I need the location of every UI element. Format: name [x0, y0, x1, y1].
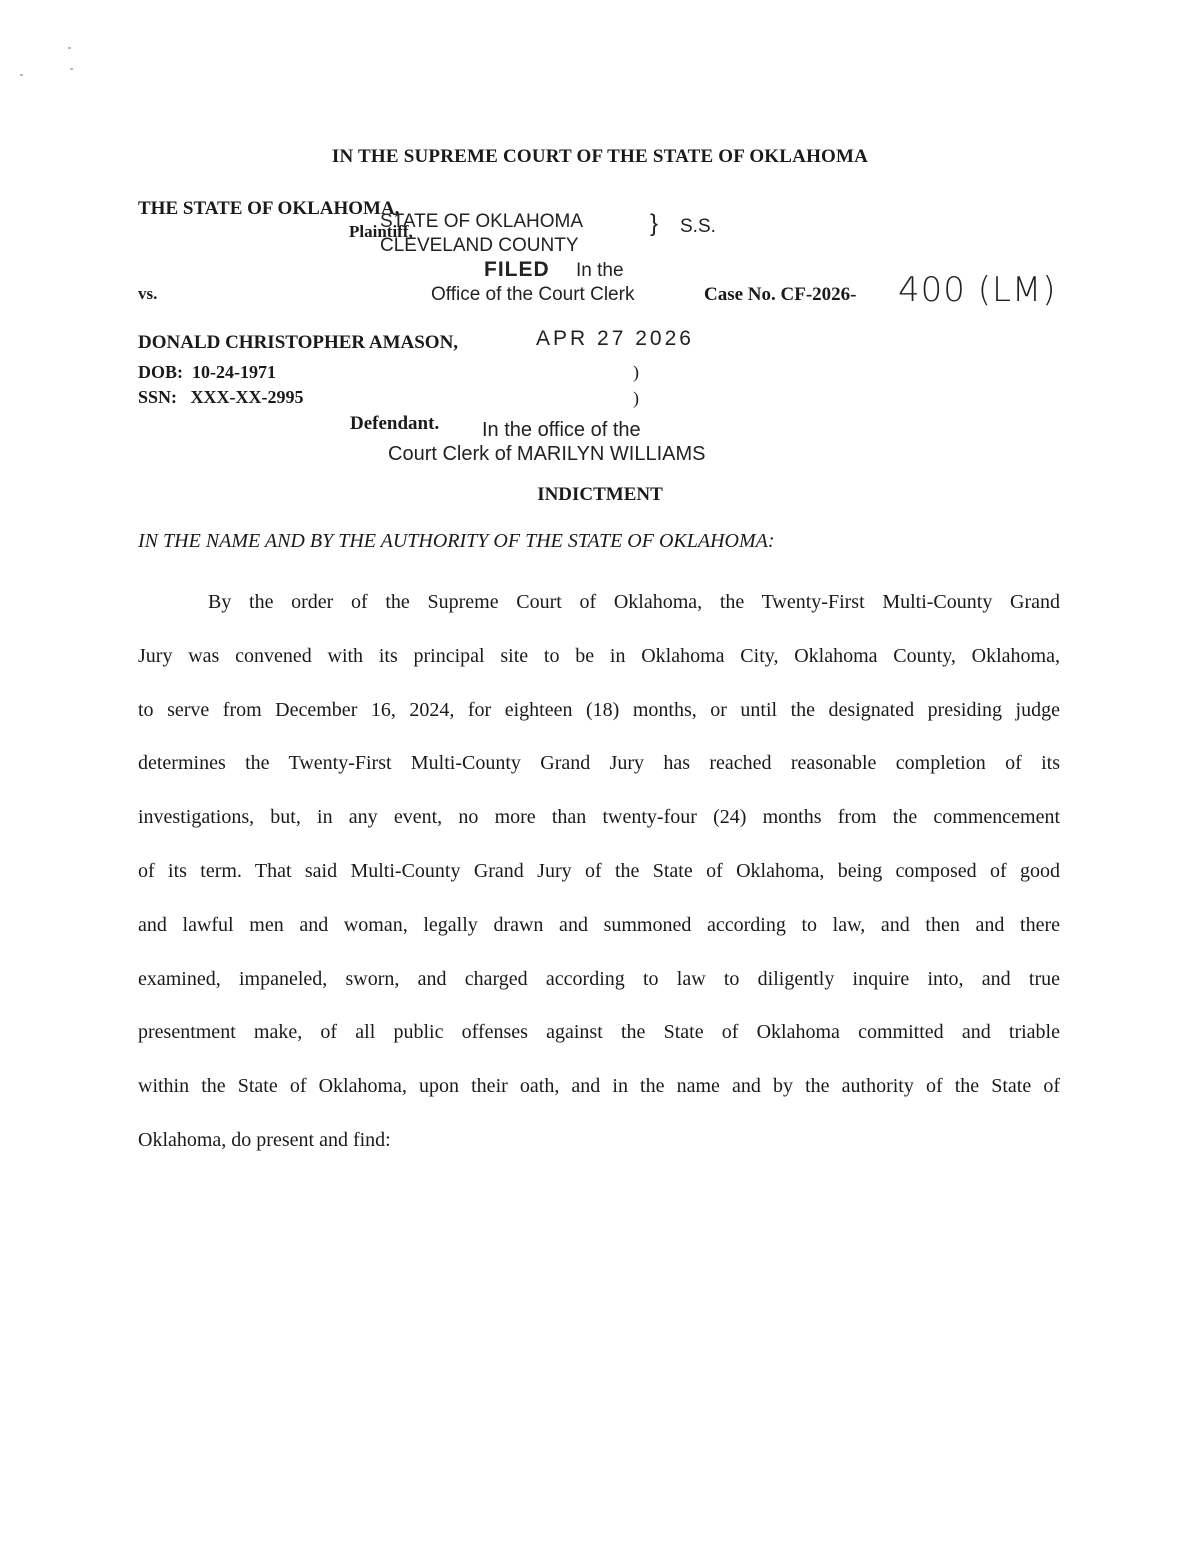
body-line: to serve from December 16, 2024, for eighteen (18) months, or until the designated presiding judge: [138, 698, 1060, 721]
dob-label: DOB:: [138, 362, 183, 382]
filed-stamp-office: Office of the Court Clerk: [431, 284, 635, 305]
plaintiff-name: THE STATE OF OKLAHOMA,: [138, 198, 400, 219]
authority-line: IN THE NAME AND BY THE AUTHORITY OF THE STATE OF OKLAHOMA:: [138, 530, 775, 552]
defendant-name: DONALD CHRISTOPHER AMASON,: [138, 332, 459, 353]
body-line: Oklahoma, do present and find:: [138, 1128, 391, 1151]
body-line: within the State of Oklahoma, upon their oath, and in the name and by the authority of the State of: [138, 1075, 1060, 1098]
filed-stamp-ss: S.S.: [680, 216, 716, 237]
body-line: By the order of the Supreme Court of Oklahoma, the Twenty-First Multi-County Grand: [208, 591, 1060, 613]
ssn-value: XXX-XX-2995: [190, 387, 304, 407]
case-number-label: Case No. CF-2026-: [704, 284, 857, 305]
caption-paren: ): [633, 362, 639, 382]
filed-stamp-clerk: Court Clerk of MARILYN WILLIAMS: [388, 443, 706, 465]
filed-stamp-filed: FILED: [484, 258, 550, 281]
body-line: presentment make, of all public offenses against the State of Oklahoma committed and triable: [138, 1021, 1060, 1044]
case-number-handwritten: 400 (LM): [898, 270, 1057, 310]
plaintiff-role: Plaintiff,: [349, 222, 413, 241]
body-line: determines the Twenty-First Multi-County Grand Jury has reached reasonable completion of its: [138, 752, 1060, 775]
filed-stamp-county: CLEVELAND COUNTY: [380, 235, 579, 256]
caption-paren: ): [633, 388, 639, 408]
defendant-dob: [138, 362, 276, 383]
body-line: investigations, but, in any event, no more than twenty-four (24) months from the commencement: [138, 806, 1060, 829]
filed-stamp-office-2: In the office of the: [482, 419, 641, 441]
court-title: IN THE SUPREME COURT OF THE STATE OF OKLAHOMA: [331, 146, 869, 167]
scan-mark: [68, 47, 71, 49]
body-line: of its term. That said Multi-County Grand Jury of the State of Oklahoma, being composed of good: [138, 859, 1060, 882]
body-paragraph: [138, 576, 1060, 1168]
body-line: and lawful men and woman, legally drawn and summoned according to law, and then and there: [138, 913, 1060, 936]
defendant-ssn: [138, 387, 304, 408]
scan-mark: [70, 68, 73, 70]
body-line: examined, impaneled, sworn, and charged according to law to diligently inquire into, and true: [138, 967, 1060, 990]
document-heading: INDICTMENT: [537, 484, 663, 505]
scan-mark: [20, 74, 23, 76]
filed-stamp-state: STATE OF OKLAHOMA: [380, 211, 584, 232]
dob-value: 10-24-1971: [192, 362, 276, 382]
versus-label: vs.: [138, 284, 158, 303]
filed-stamp-brace: }: [650, 210, 659, 237]
filed-stamp-date: APR 27 2026: [536, 327, 694, 350]
body-line: Jury was convened with its principal site to be in Oklahoma City, Oklahoma County, Oklahoma,: [138, 644, 1060, 667]
defendant-role: Defendant.: [350, 413, 440, 434]
filed-stamp-in-the: In the: [576, 260, 624, 281]
ssn-label: SSN:: [138, 387, 178, 407]
